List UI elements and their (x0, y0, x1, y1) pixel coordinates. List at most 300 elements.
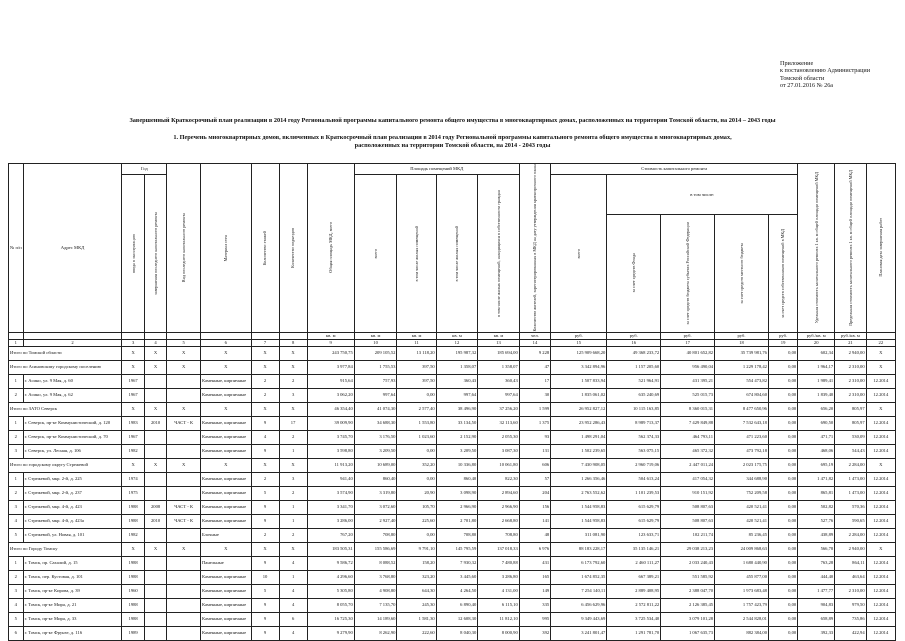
table-cell: 1988 (122, 612, 144, 626)
table-cell: 444,40 (798, 570, 835, 584)
table-cell (144, 528, 166, 542)
table-cell: 1 067 635,73 (661, 626, 715, 640)
table-cell: X (122, 458, 144, 472)
table-cell: 3 745,70 (307, 430, 354, 444)
table-cell: Каменные, кирпичные (200, 444, 251, 458)
table-cell: г. Томск, пер. Кустовая, д. 101 (23, 570, 122, 584)
table-cell: 125 909 668,20 (551, 346, 607, 360)
table-cell: 38 496,90 (436, 402, 478, 416)
table-cell: 2 (279, 528, 307, 542)
table-cell: X (144, 458, 166, 472)
table-cell: г. Стрежевой, мкр. 4-й, д. 423 (23, 500, 122, 514)
table-cell: 2 284,00 (835, 528, 866, 542)
table-cell: 204 (519, 486, 550, 500)
table-cell (167, 612, 201, 626)
column-number-cell: 19 (768, 339, 797, 346)
table-cell: X (122, 402, 144, 416)
unit-cell: руб. (715, 332, 769, 339)
table-cell: 185 694,00 (478, 346, 520, 360)
table-cell: 2 966,90 (436, 500, 478, 514)
unit-cell (144, 332, 166, 339)
table-cell: 1 502 239,65 (551, 444, 607, 458)
table-cell: 6 (9, 626, 24, 640)
table-cell: 2010 (144, 514, 166, 528)
table-row (9, 556, 896, 570)
table-cell: 658,89 (798, 612, 835, 626)
unit-cell: руб./кв. м (835, 332, 866, 339)
table-cell (167, 556, 201, 570)
table-cell: 352,20 (397, 458, 436, 472)
table-cell: 3 209,50 (436, 444, 478, 458)
table-cell: 3 768,80 (354, 570, 397, 584)
table-cell: г. Северск, пр-кт Коммунистический, д. 120 (23, 416, 122, 430)
table-cell: 656,20 (798, 402, 835, 416)
table-cell (144, 612, 166, 626)
column-number-cell: 18 (715, 339, 769, 346)
table-cell: 602,34 (798, 346, 835, 360)
table-cell: 35 135 146,21 (607, 542, 661, 556)
table-cell: 525 015,73 (661, 388, 715, 402)
table-cell: 9 791,10 (397, 542, 436, 556)
table-row (9, 626, 896, 640)
table-cell: X (200, 542, 251, 556)
table-cell: X (144, 402, 166, 416)
table-cell: X (279, 458, 307, 472)
table-cell: 805,97 (835, 416, 866, 430)
table-cell: 156 (519, 500, 550, 514)
table-cell: 17 (279, 416, 307, 430)
table-cell: 2 701,80 (436, 514, 478, 528)
table-cell: 5 (251, 486, 279, 500)
table-cell: 2 577,40 (397, 402, 436, 416)
table-cell: X (122, 360, 144, 374)
table-cell: 570,36 (835, 500, 866, 514)
column-number-cell: 4 (144, 339, 166, 346)
table-row (9, 388, 896, 402)
column-number-cell: 15 (551, 339, 607, 346)
table-cell: 1 680 440,90 (715, 556, 769, 570)
table-cell: 420 521,41 (715, 514, 769, 528)
table-cell: 12.2014 (866, 584, 895, 598)
table-cell: 2 572 811,22 (607, 598, 661, 612)
table-cell: 4 296,60 (307, 570, 354, 584)
column-number-cell: 9 (307, 339, 354, 346)
table-cell (167, 598, 201, 612)
table-row (9, 612, 896, 626)
table-cell: 2008 (144, 500, 166, 514)
table-cell: 1988 (122, 514, 144, 528)
column-number-cell: 10 (354, 339, 397, 346)
table-cell: X (144, 346, 166, 360)
units-row (9, 332, 896, 339)
table-cell: г. Томск, пр-кт Фрунзе, д. 116 (23, 626, 122, 640)
table-cell: X (167, 458, 201, 472)
header-area-group: Площадь помещений МКД (354, 164, 519, 175)
table-cell: Каменные, кирпичные (200, 570, 251, 584)
column-number-cell: 6 (200, 339, 251, 346)
table-cell: 997,64 (436, 388, 478, 402)
table-cell: 49 368 233,72 (607, 346, 661, 360)
table-cell (167, 570, 201, 584)
table-cell: 12.2014 (866, 486, 895, 500)
table-cell: 2 (279, 374, 307, 388)
table-cell: 40 801 652,82 (661, 346, 715, 360)
table-cell: 1974 (122, 472, 144, 486)
table-cell: 10 689,00 (354, 458, 397, 472)
column-number-cell: 20 (798, 339, 835, 346)
table-cell (144, 486, 166, 500)
table-cell: Каменные, кирпичные (200, 500, 251, 514)
table-cell: 9 (251, 416, 279, 430)
table-cell: 8 360 015,31 (661, 402, 715, 416)
table-cell: 566,78 (798, 542, 835, 556)
table-cell: 10 115 163,85 (607, 402, 661, 416)
table-cell: 0,00 (768, 402, 797, 416)
table-cell: 0,00 (768, 444, 797, 458)
table-cell: 12.2014 (866, 556, 895, 570)
table-cell: 11 913,20 (307, 458, 354, 472)
table-cell: X (200, 402, 251, 416)
table-cell: 12.2014 (866, 430, 895, 444)
table-cell: X (122, 346, 144, 360)
table-cell: 508 807,63 (661, 514, 715, 528)
unit-cell: руб./кв. м (798, 332, 835, 339)
table-cell: 0,00 (768, 374, 797, 388)
table-cell: 864,11 (835, 556, 866, 570)
table-cell: 9 586,72 (307, 556, 354, 570)
table-cell: 245,30 (397, 598, 436, 612)
table-cell: 473 792,18 (715, 444, 769, 458)
table-cell: 397,50 (397, 374, 436, 388)
table-cell: Каменные, кирпичные (200, 598, 251, 612)
table-cell: 1 757 423,79 (715, 598, 769, 612)
appendix-line: Приложение (780, 60, 814, 67)
table-cell: 2 (251, 472, 279, 486)
table-cell: 9 (251, 500, 279, 514)
table-cell: 7 430 908,05 (551, 458, 607, 472)
table-cell: 1 266 356,46 (551, 472, 607, 486)
table-cell: 3 176,50 (354, 430, 397, 444)
table-cell: 57 (519, 472, 550, 486)
table-cell: 1 755,53 (354, 360, 397, 374)
table-cell: 752 209,58 (715, 486, 769, 500)
table-cell: 1 (279, 570, 307, 584)
table-cell: X (144, 360, 166, 374)
total-label-cell: Итого по Томской области (9, 346, 122, 360)
table-cell: 17 (519, 374, 550, 388)
table-cell: 1988 (122, 500, 144, 514)
table-cell: 805,97 (835, 402, 866, 416)
table-cell: 3 (9, 584, 24, 598)
table-cell (144, 430, 166, 444)
table-cell: 8 040,30 (436, 626, 478, 640)
table-cell: 0,00 (397, 528, 436, 542)
table-cell: 12.2014 (866, 444, 895, 458)
table-cell: 2 (251, 388, 279, 402)
table-cell: 6 976 (519, 542, 550, 556)
total-label-cell: Итого по Городу Томску (9, 542, 122, 556)
table-cell: 88 183 228,17 (551, 542, 607, 556)
unit-cell (167, 332, 201, 339)
section-title-line2: расположенных на территории Томской области, на 2014 - 2043 годы (354, 142, 551, 149)
column-number-cell: 12 (436, 339, 478, 346)
table-cell: 0,00 (397, 472, 436, 486)
table-cell: 311 081,90 (551, 528, 607, 542)
table-cell: 3 098,90 (436, 486, 478, 500)
table-cell: 2 310,00 (835, 584, 866, 598)
column-number-cell: 7 (251, 339, 279, 346)
table-cell: 48 (519, 528, 550, 542)
table-cell: 85 236,45 (715, 528, 769, 542)
table-cell: 2 889 408,95 (607, 584, 661, 598)
unit-cell: руб. (661, 332, 715, 339)
table-cell: 956 490,04 (661, 360, 715, 374)
table-cell: 2 (279, 486, 307, 500)
table-cell (144, 556, 166, 570)
section-title-line1: 1. Перечень многоквартирных домов, включенных в Краткосрочный план реализации в 2014 году Региональной программы капитального ремонта общего имущества в многоквартирных домах, (173, 134, 732, 141)
table-cell: 431 395,21 (661, 374, 715, 388)
table-cell: 3 574,90 (307, 486, 354, 500)
unit-cell (23, 332, 122, 339)
table-cell: 3 079 101,28 (661, 612, 715, 626)
table-total-row (9, 402, 896, 416)
table-cell: 508 807,63 (661, 500, 715, 514)
table-cell: 521 964,91 (607, 374, 661, 388)
table-cell: 6 115,10 (478, 598, 520, 612)
table-cell: 1 (9, 416, 24, 430)
table-cell: 137 018,33 (478, 542, 520, 556)
table-cell (144, 584, 166, 598)
table-cell: Каменные, кирпичные (200, 584, 251, 598)
table-cell: 527,76 (798, 514, 835, 528)
table-row (9, 500, 896, 514)
table-cell: 10 (251, 570, 279, 584)
table-cell: 1983 (122, 416, 144, 430)
table-row (9, 444, 896, 458)
table-cell: 904,83 (798, 598, 835, 612)
table-cell: 2 668,80 (478, 514, 520, 528)
header-last-repair-kind: Вид последнего капитального ремонта (167, 164, 201, 333)
table-cell: X (866, 402, 895, 416)
table-cell: 0,00 (768, 500, 797, 514)
unit-cell: руб. (768, 332, 797, 339)
table-cell: 5 305,80 (307, 584, 354, 598)
table-cell: 149 (519, 584, 550, 598)
table-cell: 471 223,60 (715, 430, 769, 444)
table-cell: X (167, 360, 201, 374)
unit-cell (279, 332, 307, 339)
unit-cell: руб. (551, 332, 607, 339)
table-cell: 767,20 (307, 528, 354, 542)
header-address: Адрес МКД (23, 164, 122, 333)
table-cell: 0,00 (768, 360, 797, 374)
table-cell: г. Стрежевой, ул. Новая, д. 101 (23, 528, 122, 542)
table-cell: X (122, 542, 144, 556)
table-cell: 455 877,00 (715, 570, 769, 584)
table-cell: г. Стрежевой, мкр. 4-й, д. 423а (23, 514, 122, 528)
column-number-cell: 16 (607, 339, 661, 346)
table-cell: 12.2014 (866, 612, 895, 626)
table-total-row (9, 346, 896, 360)
table-row (9, 486, 896, 500)
table-cell: 10 336,80 (436, 458, 478, 472)
appendix-block (780, 60, 870, 90)
table-cell: 1 358,07 (478, 360, 520, 374)
table-cell: 674 804,60 (715, 388, 769, 402)
unit-cell (9, 332, 24, 339)
table-cell: 12.2014 (866, 500, 895, 514)
table-cell: 6 456 629,96 (551, 598, 607, 612)
table-cell: 243 750,75 (307, 346, 354, 360)
table-cell (144, 570, 166, 584)
table-cell: 941,40 (307, 472, 354, 486)
table-cell: Каменные, кирпичные (200, 612, 251, 626)
table-cell (144, 472, 166, 486)
table-cell: 145 795,59 (436, 542, 478, 556)
table-cell: 4 908,80 (354, 584, 397, 598)
table-cell: 1982 (122, 444, 144, 458)
table-cell: 2 960 719,06 (607, 458, 661, 472)
table-cell (144, 444, 166, 458)
table-cell: 4 (279, 598, 307, 612)
table-cell: 131 (519, 444, 550, 458)
table-cell: 1 157 205,60 (607, 360, 661, 374)
table-cell: X (200, 360, 251, 374)
table-row (9, 416, 896, 430)
table-cell: 7 930,32 (436, 556, 478, 570)
table-cell: 20,90 (397, 486, 436, 500)
table-cell: 708,80 (354, 528, 397, 542)
table-cell: 417 054,32 (661, 472, 715, 486)
table-cell: 1 473,00 (835, 486, 866, 500)
table-cell: 4 (279, 626, 307, 640)
table-cell: 915,64 (307, 374, 354, 388)
table-cell: X (279, 346, 307, 360)
table-cell: 0,00 (768, 388, 797, 402)
unit-cell: кв. м (354, 332, 397, 339)
table-cell: 16 725,30 (307, 612, 354, 626)
table-cell: Блочные (200, 528, 251, 542)
table-cell: 0,00 (768, 626, 797, 640)
appendix-line: от 27.01.2016 № 26а (780, 82, 834, 90)
table-cell: 695,19 (798, 458, 835, 472)
table-cell: 9 (251, 514, 279, 528)
table-cell: 105,70 (397, 500, 436, 514)
table-cell: 0,00 (768, 416, 797, 430)
table-cell: 0,00 (768, 486, 797, 500)
table-cell: 102 211,74 (661, 528, 715, 542)
table-cell: 530,09 (835, 430, 866, 444)
table-cell: 2 152,90 (436, 430, 478, 444)
table-cell: 2 310,00 (835, 360, 866, 374)
table-cell: 9 (251, 612, 279, 626)
table-cell: 1 989,41 (798, 374, 835, 388)
table-cell: 997,64 (354, 388, 397, 402)
table-cell: Каменные, кирпичные (200, 416, 251, 430)
table-cell: Каменные, кирпичные (200, 430, 251, 444)
table-cell: 544,43 (835, 444, 866, 458)
table-cell: X (279, 402, 307, 416)
table-row (9, 598, 896, 612)
table-cell: 1967 (122, 388, 144, 402)
table-cell: 1 (9, 374, 24, 388)
table-cell: 1 (279, 500, 307, 514)
table-cell: 468,06 (798, 444, 835, 458)
column-numbers-row (9, 339, 896, 346)
table-cell: г. Северск, пр-кт Коммунистический, д. 70 (23, 430, 122, 444)
header-area-living: в том числе жилых помещений (397, 175, 436, 333)
table-cell: X (200, 346, 251, 360)
table-cell: 463,64 (835, 570, 866, 584)
table-cell: 33 134,50 (436, 416, 478, 430)
appendix-line: Томской области (780, 74, 825, 82)
table-cell: 2 927,40 (354, 514, 397, 528)
table-cell: 12.2014 (866, 416, 895, 430)
table-cell: 1 358,07 (436, 360, 478, 374)
table-cell: 195 987,32 (436, 346, 478, 360)
table-cell: 1 (9, 556, 24, 570)
table-cell: 12.2014 (866, 528, 895, 542)
table-cell: 882 384,00 (715, 626, 769, 640)
table-cell: X (866, 346, 895, 360)
table-cell: X (279, 542, 307, 556)
table-cell: 1 (9, 472, 24, 486)
table-cell: 12.2014 (866, 374, 895, 388)
table-row (9, 528, 896, 542)
table-cell: 12.2014 (866, 514, 895, 528)
table-cell: 225,60 (397, 514, 436, 528)
header-floors: Количество этажей (251, 164, 279, 333)
table-cell: X (144, 542, 166, 556)
table-cell: 0,00 (768, 584, 797, 598)
table-cell: 183 505,31 (307, 542, 354, 556)
header-cost-owners: за счет средств собственников помещений в МКД (768, 214, 797, 332)
table-cell: 3 341,70 (307, 500, 354, 514)
header-year-finish: завершения последнего капитального ремонта (144, 175, 166, 333)
unit-cell: кв. м (307, 332, 354, 339)
table-cell: 606 (519, 458, 550, 472)
table-cell: 860,40 (436, 472, 478, 486)
table-row (9, 584, 896, 598)
unit-cell (122, 332, 144, 339)
table-cell: 1 477,77 (798, 584, 835, 598)
header-cost-total: всего (551, 175, 607, 333)
table-cell: 23 952 286,43 (551, 416, 607, 430)
table-cell: 615 629,79 (607, 500, 661, 514)
table-cell: 3 598,80 (307, 444, 354, 458)
table-cell: 551 585,92 (661, 570, 715, 584)
table-cell: 2 940,00 (835, 346, 866, 360)
table-cell: 2 (9, 570, 24, 584)
table-cell: 1 973 683,48 (715, 584, 769, 598)
table-cell: 46 354,40 (307, 402, 354, 416)
table-cell: 29 038 213,23 (661, 542, 715, 556)
table-cell: 8 477 650,96 (715, 402, 769, 416)
table-cell: X (200, 458, 251, 472)
table-cell: X (167, 346, 201, 360)
table-cell: 37 256,20 (478, 402, 520, 416)
table-cell: 6 890,40 (436, 598, 478, 612)
table-cell: 3 072,60 (354, 500, 397, 514)
document-title: Завершенный Краткосрочный план реализации в 2014 году Региональной программы капитального ремонта общего имущества в многоквартирных домах, расположенных на территории Томской области, на 2014 – 2043 годы (129, 117, 776, 124)
table-cell: 1 229 178,42 (715, 360, 769, 374)
table-cell: 3 445,60 (436, 570, 478, 584)
table-cell (144, 626, 166, 640)
table-cell: 562 374,33 (607, 430, 661, 444)
table-cell: 335 (519, 598, 550, 612)
table-cell: 7 480,88 (478, 556, 520, 570)
table-cell: 12.2014 (866, 472, 895, 486)
